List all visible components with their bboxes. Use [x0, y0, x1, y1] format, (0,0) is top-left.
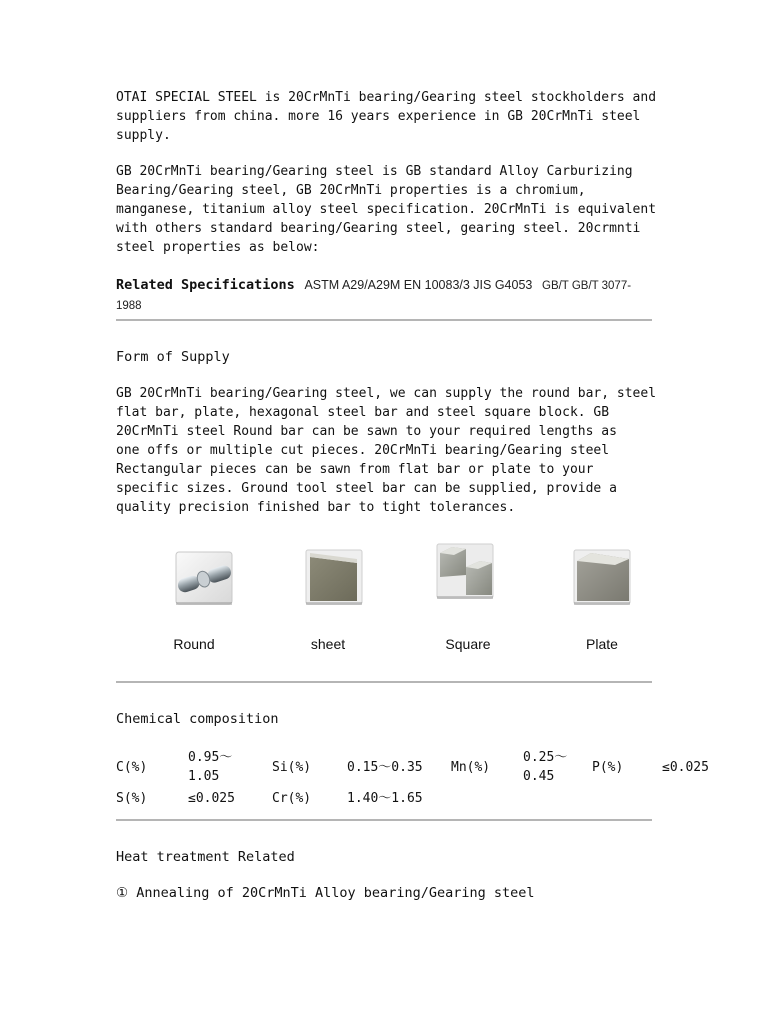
chem-element-mn: Mn(%): [451, 760, 491, 775]
shape-label-round: Round: [173, 636, 215, 652]
related-spec-value-tail: 1988: [116, 300, 142, 312]
related-spec-label: Related Specifications: [116, 277, 295, 293]
divider-3: [116, 819, 652, 821]
sheet-icon: [305, 549, 365, 607]
related-specifications: [116, 275, 652, 315]
supply-heading: Form of Supply: [116, 349, 230, 365]
intro-paragraph-1: OTAI SPECIAL STEEL is 20CrMnTi bearing/Gearing steel stockholders and suppliers from china. more 16 years experience in GB 20CrMnTi steel supply.: [116, 90, 657, 143]
chem-value-mn-1: 0.25～: [523, 750, 568, 765]
shape-label-square: Square: [445, 636, 491, 652]
annealing-heading: ① Annealing of 20CrMnTi Alloy bearing/Gearing steel: [116, 885, 535, 901]
intro-paragraph-2: GB 20CrMnTi bearing/Gearing steel is GB standard Alloy Carburizing Bearing/Gearing steel, GB 20CrMnTi properties is a chromium, manganese, titanium alloy steel specification. 20CrMnTi is equivalent with others standard bearing/Gearing steel, gearing steel. 20crmnti steel properties as below:: [116, 164, 657, 255]
chem-value-c-1: 0.95～: [188, 750, 233, 765]
chem-value-cr: 1.40～1.65: [347, 791, 423, 806]
shape-label-sheet: sheet: [310, 636, 346, 652]
divider-2: [116, 681, 652, 683]
shape-label-plate: Plate: [586, 636, 618, 652]
chem-value-si: 0.15～0.35: [347, 760, 423, 775]
chem-element-p: P(%): [592, 760, 624, 775]
round-bar-icon: [175, 551, 235, 607]
square-block-icon: [436, 543, 496, 601]
chem-element-cr: Cr(%): [272, 791, 312, 806]
chem-value-s: ≤0.025: [188, 791, 235, 806]
chem-element-c: C(%): [116, 760, 148, 775]
chem-value-p: ≤0.025: [662, 760, 709, 775]
plate-icon: [573, 549, 633, 607]
heat-treatment-heading: Heat treatment Related: [116, 849, 295, 865]
chem-element-s: S(%): [116, 791, 148, 806]
chem-element-si: Si(%): [272, 760, 312, 775]
supply-paragraph: GB 20CrMnTi bearing/Gearing steel, we can supply the round bar, steel flat bar, plate, hexagonal steel bar and steel square block. GB 20CrMnTi steel Round bar can be sawn to your required lengths as one offs or multiple cut pieces. 20CrMnTi bearing/Gearing steel Rectangular pieces can be sawn from flat bar or plate to your specific sizes. Ground tool steel bar can be supplied, provide a quality precision finished bar to tight tolerances.: [116, 386, 657, 515]
divider-1: [116, 319, 652, 321]
related-spec-value: ASTM A29/A29M EN 10083/3 JIS G4053: [304, 278, 533, 292]
chem-value-mn-2: 0.45: [523, 769, 555, 784]
chem-value-c-2: 1.05: [188, 769, 220, 784]
related-spec-value-small: GB/T GB/T 3077-: [542, 280, 632, 292]
chemical-heading: Chemical composition: [116, 711, 279, 727]
